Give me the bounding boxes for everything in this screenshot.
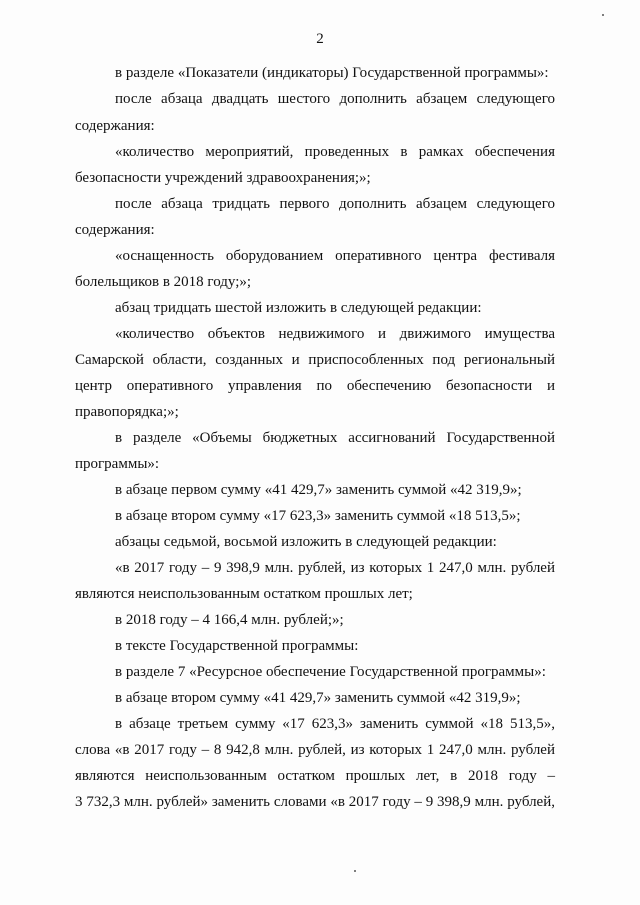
paragraph-line: после абзаца двадцать шестого дополнить абзацем следующего (115, 91, 555, 107)
paragraph-line: в абзаце первом сумму «41 429,7» заменить суммой «42 319,9»; (115, 482, 522, 498)
paragraph-line: в разделе 7 «Ресурсное обеспечение Государственной программы»: (115, 664, 546, 680)
page-number: 2 (316, 31, 324, 47)
paragraph-line: безопасности учреждений здравоохранения;»; (75, 170, 371, 186)
paragraph-line: в разделе «Объемы бюджетных ассигнований Государственной (115, 430, 555, 446)
paragraph-line: содержания: (75, 222, 155, 238)
paragraph-line: центр оперативного управления по обеспечению безопасности и (75, 378, 555, 394)
paragraph-line: Самарской области, созданных и приспособленных под региональный (75, 352, 555, 368)
paragraph-line: в абзаце третьем сумму «17 623,3» заменить суммой «18 513,5», (115, 716, 555, 732)
paragraph-line: «количество мероприятий, проведенных в рамках обеспечения (115, 144, 555, 160)
paragraph-line: 3 732,3 млн. рублей» заменить словами «в 2017 году – 9 398,9 млн. рублей, (75, 794, 555, 810)
paragraph-line: в 2018 году – 4 166,4 млн. рублей;»; (115, 612, 344, 628)
scan-speck (602, 14, 604, 16)
paragraph-line: в абзаце втором сумму «17 623,3» заменить суммой «18 513,5»; (115, 508, 521, 524)
paragraph-line: в разделе «Показатели (индикаторы) Государственной программы»: (115, 65, 549, 81)
paragraph-line: содержания: (75, 118, 155, 134)
paragraph-line: являются неиспользованным остатком прошлых лет; (75, 586, 413, 602)
paragraph-line: абзацы седьмой, восьмой изложить в следующей редакции: (115, 534, 497, 550)
paragraph-line: «в 2017 году – 9 398,9 млн. рублей, из которых 1 247,0 млн. рублей (115, 560, 555, 576)
paragraph-line: в тексте Государственной программы: (115, 638, 359, 654)
paragraph-line: в абзаце втором сумму «41 429,7» заменить суммой «42 319,9»; (115, 690, 521, 706)
paragraph-line: абзац тридцать шестой изложить в следующей редакции: (115, 300, 482, 316)
paragraph-line: болельщиков в 2018 году;»; (75, 274, 252, 290)
paragraph-line: «количество объектов недвижимого и движимого имущества (115, 326, 555, 342)
paragraph-line: после абзаца тридцать первого дополнить абзацем следующего (115, 196, 555, 212)
paragraph-line: слова «в 2017 году – 8 942,8 млн. рублей, из которых 1 247,0 млн. рублей (75, 742, 555, 758)
paragraph-line: «оснащенность оборудованием оперативного центра фестиваля (115, 248, 555, 264)
scan-speck (354, 870, 356, 872)
paragraph-line: программы»: (75, 456, 160, 472)
paragraph-line: правопорядка;»; (75, 404, 179, 420)
paragraph-line: являются неиспользованным остатком прошлых лет, в 2018 году – (75, 768, 555, 784)
